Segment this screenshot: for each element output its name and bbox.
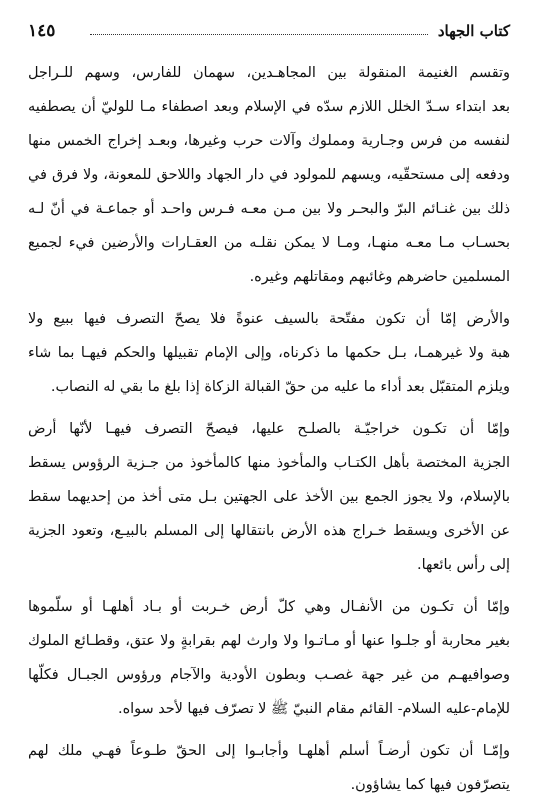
text-line: والأرض إمّا أن تكون مفتّحة بالسيف عنوةً فلا يصحّ التصرف فيها ببيع ولا [28, 311, 510, 327]
paragraph-gap [28, 582, 510, 590]
text-line: بالإسلام، ولا يجوز الجمع بين الأخذ على الجهتين بـل متى أخذ من إحديهما سقط [28, 489, 510, 505]
body-text [28, 56, 510, 802]
paragraph-gap [28, 294, 510, 302]
text-line: ويلزم المتقبّل بعد أداء ما عليه من حقّ القبالة الزكاة إذا بلغ ما بقي له النصاب. [50, 379, 510, 395]
running-header [28, 18, 510, 44]
text-line: وتقسم الغنيمة المنقولة بين المجاهـدين، سهمان للفارس، وسهم للـراجل [28, 65, 510, 81]
text-line: بغير محاربة أو جلـوا عنها أو مـاتـوا ولا وارث لهم بقرابةٍ ولا عتق، وقطـائع الملوك [28, 633, 510, 649]
text-line: ودفعه إلى مستحقّيه، ويسهم للمولود في دار الجهاد واللاحق للمعونة، ولا فرق في [28, 167, 510, 183]
chapter-title: كتاب الجهاد [437, 22, 510, 40]
text-line: إلى رأس بائعها. [417, 557, 510, 573]
paragraph-spoils-division [28, 56, 510, 294]
paragraph-gap [28, 726, 510, 734]
text-line: وإمّا أن تكـون خراجيّـة بالصلـح عليها، فيصحّ التصرف فيهـا لأنّها أرض [28, 421, 510, 437]
header-dotted-leader [90, 34, 428, 35]
text-line: بحسـاب مـا معـه منهـا، ومـا لا يمكن نقلـه من العقـارات والأرضين فيء لجميع [28, 235, 510, 251]
text-line: هبة ولا غيرهمـا، بـل حكمها ما ذكرناه، وإلى الإمام تقبيلها والحكم فيهـا بما شاء [28, 345, 510, 361]
text-line: الجزية المختصة بأهل الكتـاب والمأخوذ منها كالمأخوذ من جـزية الرؤوس يسقط [28, 455, 510, 471]
text-line: عن الأخرى ويسقط خـراج هذه الأرض بانتقالها إلى المسلم بالبيـع، وتعود الجزية [28, 523, 510, 539]
paragraph-willing-land [28, 734, 510, 802]
text-line: ذلك بين غنـائم البرّ والبحـر ولا بين مـن معـه فـرس واحـد أو جماعـة في أنّ لـه [28, 201, 510, 217]
text-line: المسلمين حاضرهم وغائبهم ومقاتلهم وغيره. [249, 269, 510, 285]
text-line: لنفسه من فرس وجـارية ومملوك وآلات حرب وغيرها، وبعـد إخراج الخمس منها [28, 133, 510, 149]
paragraph-kharaj-land [28, 412, 510, 582]
paragraph-conquered-land [28, 302, 510, 404]
text-line: بعد ابتداء سـدّ الخلل اللازم سدّه في الإسلام وبعد اصطفاء مـا للوليّ أن يصطفيه [28, 99, 510, 115]
text-line: للإمام-عليه السلام- القائم مقام النبيّ ﷺ لا تصرّف فيها لأحد سواه. [118, 701, 510, 717]
text-line: يتصرّفون فيها كما يشاؤون. [350, 777, 510, 793]
text-line: وإمّـا أن تكون أرضـاً أسلم أهلهـا وأجابـوا إلى الحقّ طـوعاً فهـي ملك لهم [28, 743, 510, 759]
text-line: وإمّا أن تكـون من الأنفـال وهي كلّ أرض خـربت أو بـاد أهلهـا أو سلّموها [28, 599, 510, 615]
page-number: ١٤٥ [28, 21, 56, 41]
paragraph-gap [28, 404, 510, 412]
text-line: وصوافيهـم من غير جهة غصـب وبطون الأودية والآجام ورؤوس الجبـال فكلّها [28, 667, 510, 683]
paragraph-anfal-land [28, 590, 510, 726]
